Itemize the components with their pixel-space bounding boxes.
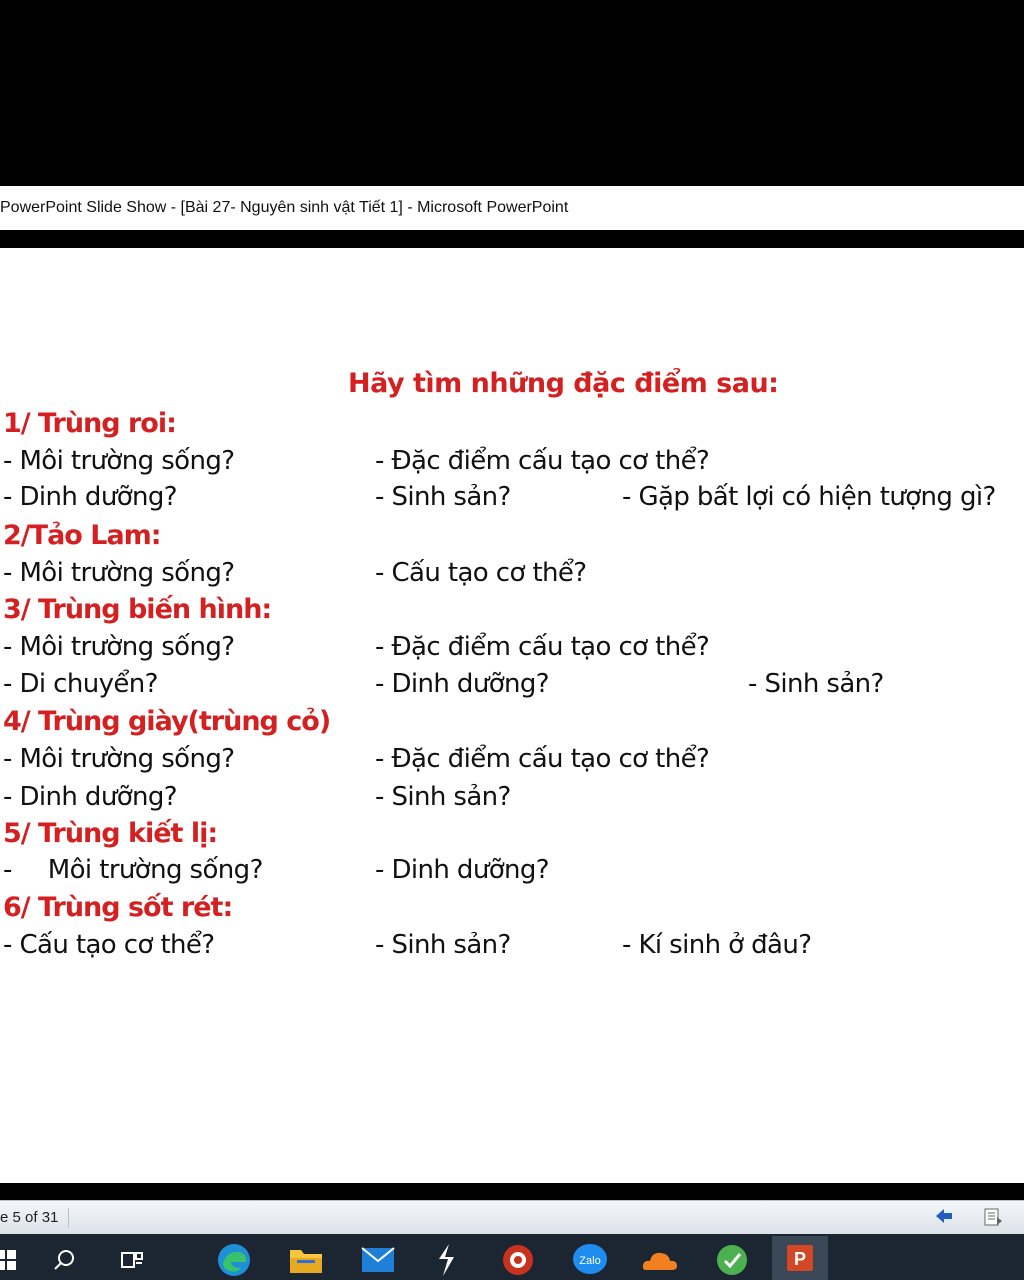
section-6-line-1-col-1: - Cấu tạo cơ thể? — [3, 930, 215, 960]
slide-heading: Hãy tìm những đặc điểm sau: — [348, 368, 779, 399]
slide-counter: e 5 of 31 — [0, 1208, 69, 1228]
edge-icon[interactable] — [214, 1240, 254, 1280]
slide-canvas[interactable] — [0, 248, 1024, 1183]
section-title-6: 6/ Trùng sốt rét: — [3, 892, 233, 923]
section-title-3: 3/ Trùng biến hình: — [3, 594, 272, 625]
section-title-4: 4/ Trùng giày(trùng cỏ) — [3, 706, 331, 737]
section-1-line-1-col-1: - Môi trường sống? — [3, 446, 235, 476]
section-5-line-1-col-2: - Dinh dưỡng? — [375, 855, 549, 885]
slideshow-statusbar — [0, 1200, 1024, 1234]
section-2-line-1-col-1: - Môi trường sống? — [3, 558, 235, 588]
svg-text:P: P — [793, 1249, 807, 1269]
powerpoint-icon[interactable] — [772, 1236, 828, 1280]
section-1-line-2-col-1: - Dinh dưỡng? — [3, 482, 177, 512]
section-1-line-2-col-2: - Sinh sản? — [375, 482, 511, 512]
section-3-line-2-col-1: - Di chuyển? — [3, 669, 158, 699]
search-icon[interactable] — [44, 1240, 84, 1280]
section-3-line-2-col-3: - Sinh sản? — [748, 669, 884, 699]
section-2-line-1-col-2: - Cấu tạo cơ thể? — [375, 558, 587, 588]
section-1-line-2-col-3: - Gặp bất lợi có hiện tượng gì? — [622, 482, 996, 512]
bottom-letterbox — [0, 1183, 1024, 1200]
task-view-icon[interactable] — [112, 1240, 152, 1280]
back-arrow-icon[interactable] — [934, 1207, 956, 1229]
section-5-line-1-text: Môi trường sống? — [47, 855, 263, 885]
section-4-line-1-col-1: - Môi trường sống? — [3, 744, 235, 774]
zalo-label: Zalo — [579, 1255, 601, 1267]
mail-icon[interactable] — [358, 1240, 398, 1280]
section-title-1: 1/ Trùng roi: — [3, 408, 176, 439]
section-title-2: 2/Tảo Lam: — [3, 520, 161, 551]
start-icon[interactable] — [0, 1240, 26, 1280]
section-4-line-2-col-2: - Sinh sản? — [375, 782, 511, 812]
zalo-icon[interactable] — [570, 1240, 610, 1280]
app-red-icon[interactable] — [498, 1240, 538, 1280]
section-6-line-1-col-2: - Sinh sản? — [375, 930, 511, 960]
top-letterbox — [0, 0, 1024, 186]
window-titlebar — [0, 186, 1024, 230]
cloud-icon[interactable] — [640, 1240, 680, 1280]
section-3-line-1-col-1: - Môi trường sống? — [3, 632, 235, 662]
section-title-5: 5/ Trùng kiết lị: — [3, 818, 218, 849]
notes-icon[interactable] — [982, 1207, 1004, 1229]
section-5-line-1-col-1: - Môi trường sống? — [3, 855, 263, 885]
section-3-line-1-col-2: - Đặc điểm cấu tạo cơ thể? — [375, 632, 710, 662]
file-explorer-icon[interactable] — [286, 1240, 326, 1280]
windows-taskbar — [0, 1234, 1024, 1280]
section-6-line-1-col-3: - Kí sinh ở đâu? — [622, 930, 812, 960]
app-s-icon[interactable] — [426, 1240, 466, 1280]
section-4-line-1-col-2: - Đặc điểm cấu tạo cơ thể? — [375, 744, 710, 774]
titlebar-separator — [0, 230, 1024, 248]
window-title: PowerPoint Slide Show - [Bài 27- Nguyên sinh vật Tiết 1] - Microsoft PowerPoint — [0, 199, 569, 216]
section-1-line-1-col-2: - Đặc điểm cấu tạo cơ thể? — [375, 446, 710, 476]
app-green-icon[interactable] — [712, 1240, 752, 1280]
section-4-line-2-col-1: - Dinh dưỡng? — [3, 782, 177, 812]
section-3-line-2-col-2: - Dinh dưỡng? — [375, 669, 549, 699]
